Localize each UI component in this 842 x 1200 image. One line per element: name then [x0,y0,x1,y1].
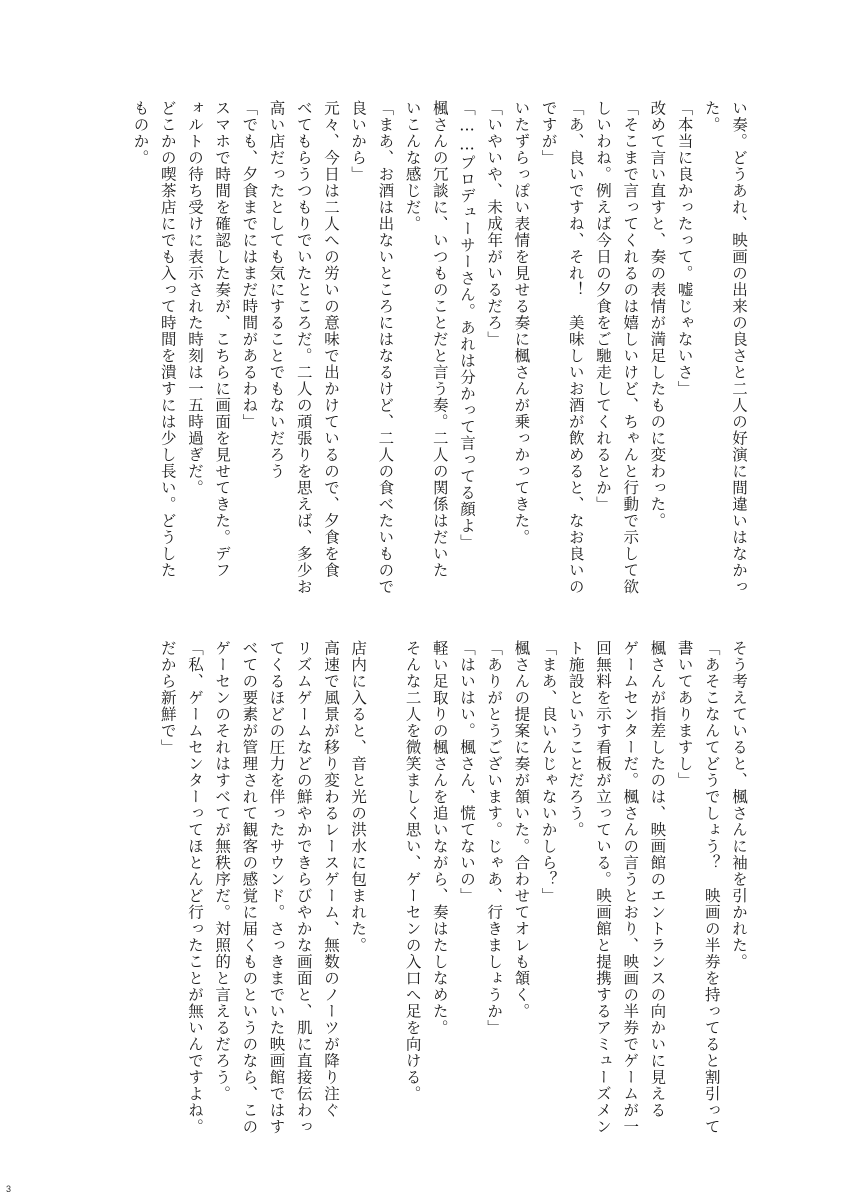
text-line [371,640,398,1110]
text-line: 「はいはい。楓さん、慌てないの」 [457,640,476,904]
text-line: 書いてありますし」 [675,640,694,789]
text-line: 改めて言い直すと、奏の表情が満足したものに変わった。 [648,100,667,529]
text-line: しいわね。例えば今日の夕食をご馳走してくれるとか」 [593,100,612,513]
text-line: 「……プロデューサーさん。あれは分かって言ってる顔よ」 [457,100,476,551]
text-line: ゲームセンターだ。楓さんの言うとおり、映画の半券でゲームが一 [621,640,640,1135]
text-line: 「まあ、良いんじゃないかしら？」 [539,640,558,904]
text-line: 楓さんの提案に奏が頷いた。合わせてオレも頷く。 [512,640,531,1020]
text-line: ォルトの待ち受けに表示された時刻は一五時過ぎだ。 [185,100,204,496]
text-line: だから新鮮で」 [158,640,177,756]
text-line: てくるほどの圧力を伴ったサウンド。さっきまでいた映画館ではす [267,640,286,1135]
text-line: 「あ、良いですね、それ！ 美味しいお酒が飲めると、なお良いの [566,100,585,595]
text-line: いこんな感じだ。 [403,100,422,232]
text-line: 店内に入ると、音と光の洪水に包まれた。 [349,640,368,954]
text-line: 元々、今日は二人への労いの意味で出かけているので、夕食を食 [321,100,340,579]
lower-text-block [112,640,752,1135]
text-line: 良いから」 [349,100,368,183]
text-line: 「本当に良かったって。嘘じゃないさ」 [675,100,694,397]
text-line: リズムゲームなどの鮮やかできらびやかな画面と、肌に直接伝わっ [294,640,313,1135]
text-line: 楓さんの冗談に、いつものことだと言う奏。二人の関係はだいた [430,100,449,579]
text-line: そう考えていると、楓さんに袖を引かれた。 [730,640,748,970]
text-line: 軽い足取りの楓さんを追いながら、奏はたしなめた。 [430,640,449,1036]
text-line: 高速で風景が移り変わるレースゲーム、無数のノーツが降り注ぐ [321,640,340,1119]
text-line: べてもらうつもりでいたところだ。二人の頑張りを思えば、多少お [294,100,313,595]
text-line: 「私、ゲームセンターってほとんど行ったことが無いんですよね。 [185,640,204,1135]
text-line: べての要素が管理されて観客の感覚に届くものというのなら、この [240,640,259,1135]
text-line: 「あそこなんてどうでしょう？ 映画の半券を持ってると割引って [702,640,721,1135]
upper-text-block [112,100,752,600]
text-line: 「いやいや、未成年がいるだろ」 [485,100,504,348]
text-line: スマホで時間を確認した奏が、こちらに画面を見せてきた。デフ [213,100,232,579]
text-line: 「ありがとうございます。じゃあ、行きましょうか」 [485,640,504,1036]
text-line: 楓さんが指差したのは、映画館のエントランスの向かいに見える [648,640,667,1119]
text-line: ですが」 [539,100,558,166]
text-line: そんな二人を微笑ましく思い、ゲーセンの入口へ足を向ける。 [403,640,422,1102]
text-line: ものか。 [131,100,150,166]
text-line: い奏。どうあれ、映画の出来の良さと二人の好演に間違いはなかっ [730,100,748,595]
text-line: 「そこまで言ってくれるのは嬉しいけど、ちゃんと行動で示して欲 [621,100,640,595]
text-line: 高い店だったとしても気にすることでもないだろう [267,100,286,480]
text-line: ゲーセンのそれはすべてが無秩序だ。対照的と言えるだろう。 [213,640,232,1102]
text-line: いたずらっぽい表情を見せる奏に楓さんが乗っかってきた。 [512,100,531,546]
text-line: 「でも、夕食までにはまだ時間があるわね」 [240,100,259,430]
text-line: どこかの喫茶店にでも入って時間を潰すには少し長い。どうした [158,100,177,579]
text-line: 「まあ、お酒は出ないところにはなるけど、二人の食べたいもので [376,100,395,595]
text-line: ト施設ということだろう。 [566,640,585,838]
text-line: 回無料を示す看板が立っている。映画館と提携するアミューズメン [593,640,612,1135]
text-line: た。 [702,100,721,133]
page-number: 3 [6,1184,12,1194]
